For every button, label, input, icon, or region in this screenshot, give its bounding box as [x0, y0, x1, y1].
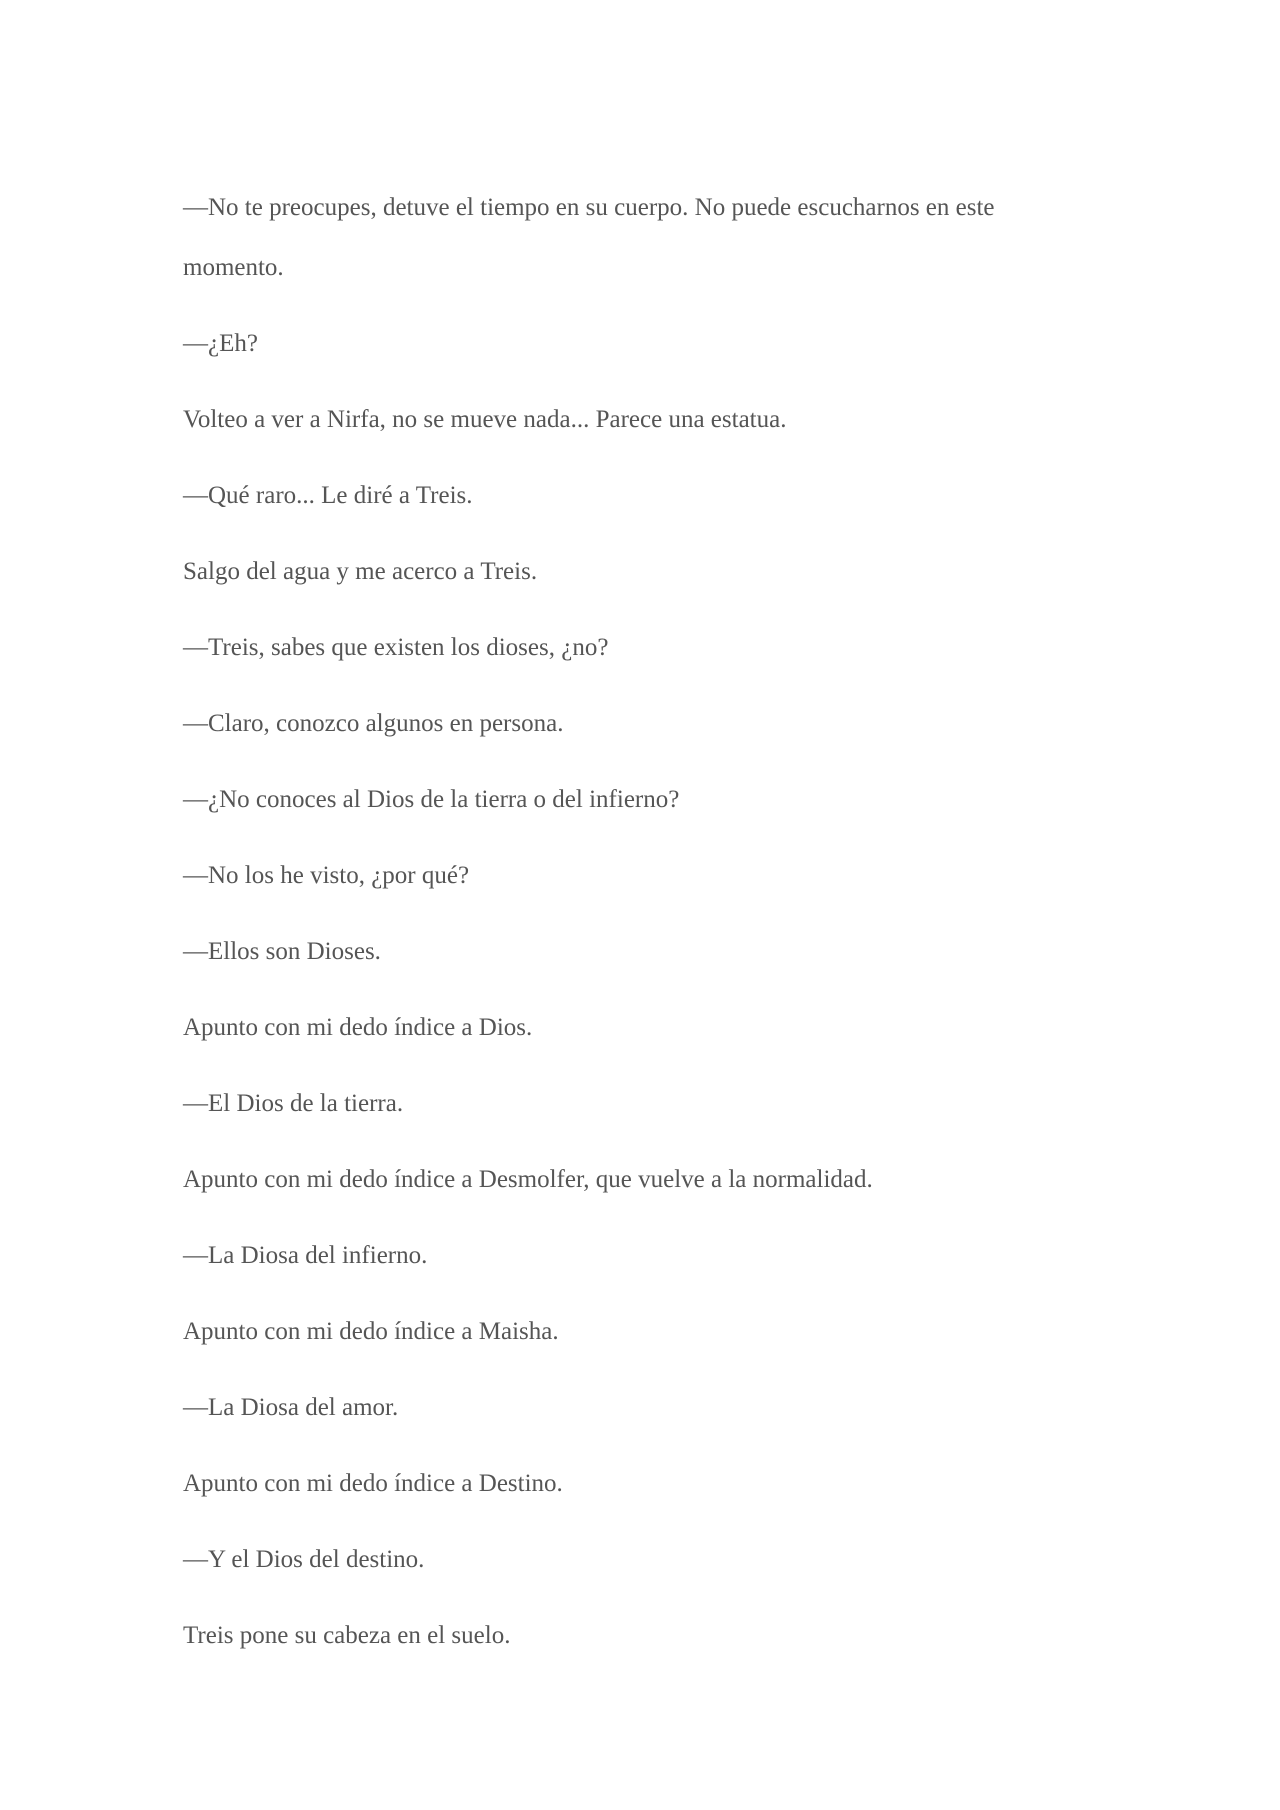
paragraph: —Claro, conozco algunos en persona. [183, 710, 564, 737]
paragraph: Apunto con mi dedo índice a Destino. [183, 1470, 563, 1497]
paragraph: —La Diosa del amor. [183, 1394, 399, 1421]
paragraph: —El Dios de la tierra. [183, 1090, 404, 1117]
paragraph: —¿Eh? [183, 330, 258, 357]
paragraph: —Treis, sabes que existen los dioses, ¿no? [183, 634, 609, 661]
paragraph: —¿No conoces al Dios de la tierra o del infierno? [183, 786, 680, 813]
paragraph: Apunto con mi dedo índice a Desmolfer, que vuelve a la normalidad. [183, 1166, 873, 1193]
paragraph: —Ellos son Dioses. [183, 938, 381, 965]
paragraph: Salgo del agua y me acerco a Treis. [183, 558, 538, 585]
paragraph: —No te preocupes, detuve el tiempo en su cuerpo. No puede escucharnos en este momento. [183, 194, 995, 281]
paragraph: Apunto con mi dedo índice a Dios. [183, 1014, 533, 1041]
paragraph: —La Diosa del infierno. [183, 1242, 428, 1269]
paragraph: Volteo a ver a Nirfa, no se mueve nada... Parece una estatua. [183, 406, 787, 433]
paragraph: —Y el Dios del destino. [183, 1546, 425, 1573]
paragraph: Treis pone su cabeza en el suelo. [183, 1622, 511, 1649]
paragraph: —Qué raro... Le diré a Treis. [183, 482, 473, 509]
paragraph: —No los he visto, ¿por qué? [183, 862, 470, 889]
paragraph: Apunto con mi dedo índice a Maisha. [183, 1318, 559, 1345]
text-body [183, 178, 1083, 1682]
